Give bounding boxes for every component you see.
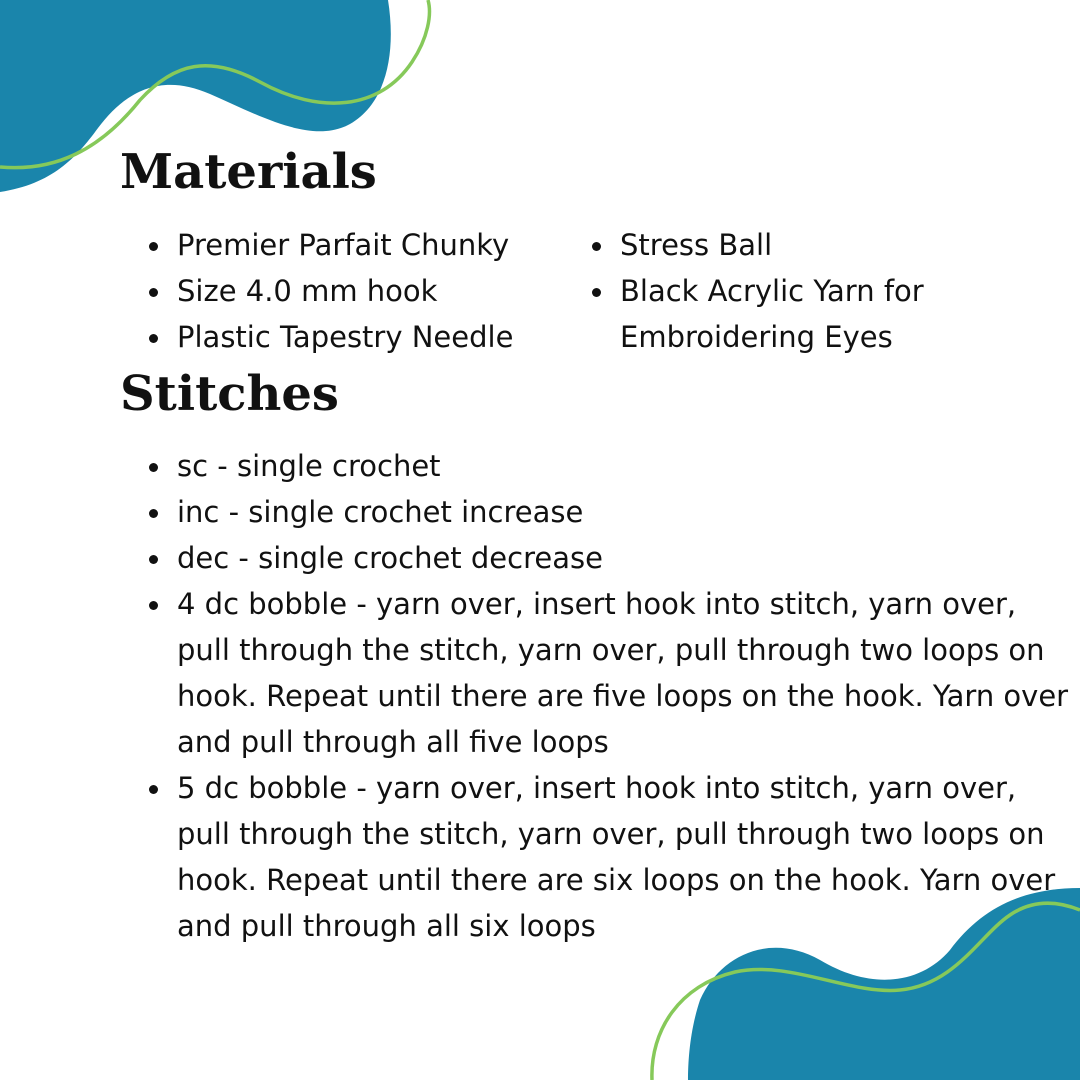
- materials-item: Black Acrylic Yarn for Embroidering Eyes: [564, 268, 1004, 360]
- materials-list-right: [564, 222, 1004, 360]
- stitch-item: dec - single crochet decrease: [121, 535, 1076, 581]
- stitches-list: [121, 443, 1076, 949]
- stitch-item: sc - single crochet: [121, 443, 1076, 489]
- materials-heading: Materials: [120, 144, 377, 200]
- stitches-heading: Stitches: [120, 366, 339, 422]
- stitch-item: 4 dc bobble - yarn over, insert hook into stitch, yarn over, pull through the stitch, yarn over, pull through two loops on hook. Repeat until there are five loops on the hook. Yarn over and pull through all five loops: [121, 581, 1076, 765]
- materials-item: Plastic Tapestry Needle: [121, 314, 571, 360]
- stitch-item: 5 dc bobble - yarn over, insert hook into stitch, yarn over, pull through the stitch, yarn over, pull through two loops on hook. Repeat until there are six loops on the hook. Yarn over and pull through all six loops: [121, 765, 1076, 949]
- stitch-item: inc - single crochet increase: [121, 489, 1076, 535]
- materials-item: Premier Parfait Chunky: [121, 222, 571, 268]
- materials-list-left: [121, 222, 571, 360]
- materials-item: Size 4.0 mm hook: [121, 268, 571, 314]
- materials-item: Stress Ball: [564, 222, 1004, 268]
